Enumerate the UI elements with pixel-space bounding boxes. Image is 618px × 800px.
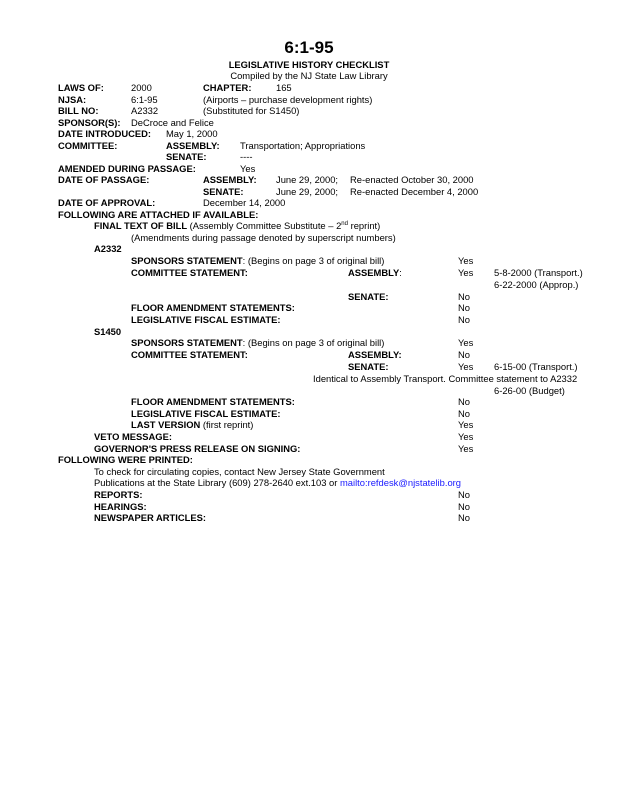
a2332-committee-assembly <box>348 267 402 278</box>
newspaper-label: NEWSPAPER ARTICLES: <box>94 512 206 523</box>
njsa-value: 6:1-95 <box>131 94 158 105</box>
s1450-last-version-line <box>131 419 253 430</box>
printed-note1: To check for circulating copies, contact New Jersey State Government <box>94 466 385 477</box>
hearings-value: No <box>458 501 470 512</box>
s1450-sponsors-value: Yes <box>458 337 474 348</box>
committee-senate-value: ---- <box>240 151 253 162</box>
passage-label: DATE OF PASSAGE: <box>58 174 150 185</box>
printed-note2: Publications at the State Library (609) 278-2640 ext.103 or <box>94 477 340 488</box>
email-link[interactable]: mailto:refdesk@njstatelib.org <box>339 477 462 488</box>
newspaper-value: No <box>458 512 470 523</box>
a2332-committee-assembly-colon: : <box>399 267 402 278</box>
s1450-committee-senate-value: Yes <box>458 361 474 372</box>
sponsors-value: DeCroce and Felice <box>131 117 214 128</box>
a2332-sponsors-value: Yes <box>458 255 474 266</box>
amended-label: AMENDED DURING PASSAGE: <box>58 163 196 174</box>
passage-assembly-note: Re-enacted October 30, 2000 <box>350 174 474 185</box>
a2332-fiscal-label: LEGISLATIVE FISCAL ESTIMATE: <box>131 314 281 325</box>
s1450-last-version-desc: (first reprint) <box>200 419 254 430</box>
final-text-label: FINAL TEXT OF BILL <box>94 220 188 231</box>
s1450-fiscal-label: LEGISLATIVE FISCAL ESTIMATE: <box>131 408 281 419</box>
compiled-by: Compiled by the NJ State Law Library <box>230 70 388 81</box>
s1450-label: S1450 <box>94 326 122 337</box>
passage-senate-date: June 29, 2000; <box>276 186 339 197</box>
a2332-committee-label: COMMITTEE STATEMENT: <box>131 267 248 278</box>
committee-label: COMMITTEE: <box>58 140 118 151</box>
passage-senate-label: SENATE: <box>203 186 244 197</box>
approval-value: December 14, 2000 <box>203 197 286 208</box>
final-text-desc-pre: (Assembly Committee Substitute – 2 <box>187 220 342 231</box>
passage-senate-note: Re-enacted December 4, 2000 <box>350 186 479 197</box>
chapter-label: CHAPTER: <box>203 82 252 93</box>
date-introduced-value: May 1, 2000 <box>166 128 218 139</box>
a2332-fiscal-value: No <box>458 314 470 325</box>
s1450-committee-senate-note2: Identical to Assembly Transport. Committee statement to A2332 <box>313 373 578 384</box>
bill-no-description: (Substituted for S1450) <box>203 105 300 116</box>
a2332-label: A2332 <box>94 243 122 254</box>
veto-label: VETO MESSAGE: <box>94 431 172 442</box>
sponsors-label: SPONSOR(S): <box>58 117 121 128</box>
amendments-note: (Amendments during passage denoted by superscript numbers) <box>131 232 396 243</box>
amended-value: Yes <box>240 163 256 174</box>
a2332-committee-assembly-label: ASSEMBLY <box>348 267 400 278</box>
page-subtitle: LEGISLATIVE HISTORY CHECKLIST <box>228 59 390 70</box>
s1450-committee-senate-note1: 6-15-00 (Transport.) <box>494 361 578 372</box>
final-text-desc-post: reprint) <box>347 220 381 231</box>
s1450-sponsors-desc: : (Begins on page 3 of original bill) <box>242 337 385 348</box>
s1450-committee-assembly-label: ASSEMBLY: <box>348 349 402 360</box>
passage-assembly-date: June 29, 2000; <box>276 174 339 185</box>
final-text-line <box>94 220 380 231</box>
committee-assembly-value: Transportation; Appropriations <box>240 140 366 151</box>
laws-of-label: LAWS OF: <box>58 82 104 93</box>
s1450-sponsors-line <box>131 337 384 348</box>
bill-no-value: A2332 <box>131 105 159 116</box>
s1450-committee-senate-note3: 6-26-00 (Budget) <box>494 385 565 396</box>
press-release-value: Yes <box>458 443 474 454</box>
s1450-committee-assembly-value: No <box>458 349 470 360</box>
page-title: 6:1-95 <box>284 38 334 57</box>
a2332-committee-assembly-note2: 6-22-2000 (Approp.) <box>494 279 579 290</box>
approval-label: DATE OF APPROVAL: <box>58 197 156 208</box>
s1450-committee-label: COMMITTEE STATEMENT: <box>131 349 248 360</box>
printed-note2-line <box>94 477 461 488</box>
s1450-floor-label: FLOOR AMENDMENT STATEMENTS: <box>131 396 295 407</box>
a2332-committee-senate-value: No <box>458 291 470 302</box>
laws-of-value: 2000 <box>131 82 152 93</box>
a2332-committee-assembly-note1: 5-8-2000 (Transport.) <box>494 267 583 278</box>
a2332-committee-assembly-value: Yes <box>458 267 474 278</box>
press-release-label: GOVERNOR'S PRESS RELEASE ON SIGNING: <box>94 443 301 454</box>
committee-assembly-label: ASSEMBLY: <box>166 140 220 151</box>
a2332-floor-label: FLOOR AMENDMENT STATEMENTS: <box>131 302 295 313</box>
a2332-sponsors-desc: : (Begins on page 3 of original bill) <box>242 255 385 266</box>
chapter-value: 165 <box>276 82 292 93</box>
reports-value: No <box>458 489 470 500</box>
passage-assembly-label: ASSEMBLY: <box>203 174 257 185</box>
s1450-floor-value: No <box>458 396 470 407</box>
printed-heading: FOLLOWING WERE PRINTED: <box>58 454 193 465</box>
attached-heading: FOLLOWING ARE ATTACHED IF AVAILABLE: <box>58 209 259 220</box>
a2332-sponsors-label: SPONSORS STATEMENT <box>131 255 243 266</box>
s1450-last-version-value: Yes <box>458 419 474 430</box>
a2332-floor-value: No <box>458 302 470 313</box>
reports-label: REPORTS: <box>94 489 143 500</box>
final-text-desc-sup: nd <box>341 220 348 227</box>
njsa-description: (Airports – purchase development rights) <box>203 94 373 105</box>
committee-senate-label: SENATE: <box>166 151 207 162</box>
a2332-committee-senate-label: SENATE: <box>348 291 389 302</box>
date-introduced-label: DATE INTRODUCED: <box>58 128 152 139</box>
s1450-committee-senate-label: SENATE: <box>348 361 389 372</box>
njsa-label: NJSA: <box>58 94 87 105</box>
hearings-label: HEARINGS: <box>94 501 147 512</box>
a2332-sponsors-line <box>131 255 384 266</box>
s1450-last-version-label: LAST VERSION <box>131 419 201 430</box>
bill-no-label: BILL NO: <box>58 105 99 116</box>
s1450-sponsors-label: SPONSORS STATEMENT <box>131 337 243 348</box>
s1450-fiscal-value: No <box>458 408 470 419</box>
veto-value: Yes <box>458 431 474 442</box>
